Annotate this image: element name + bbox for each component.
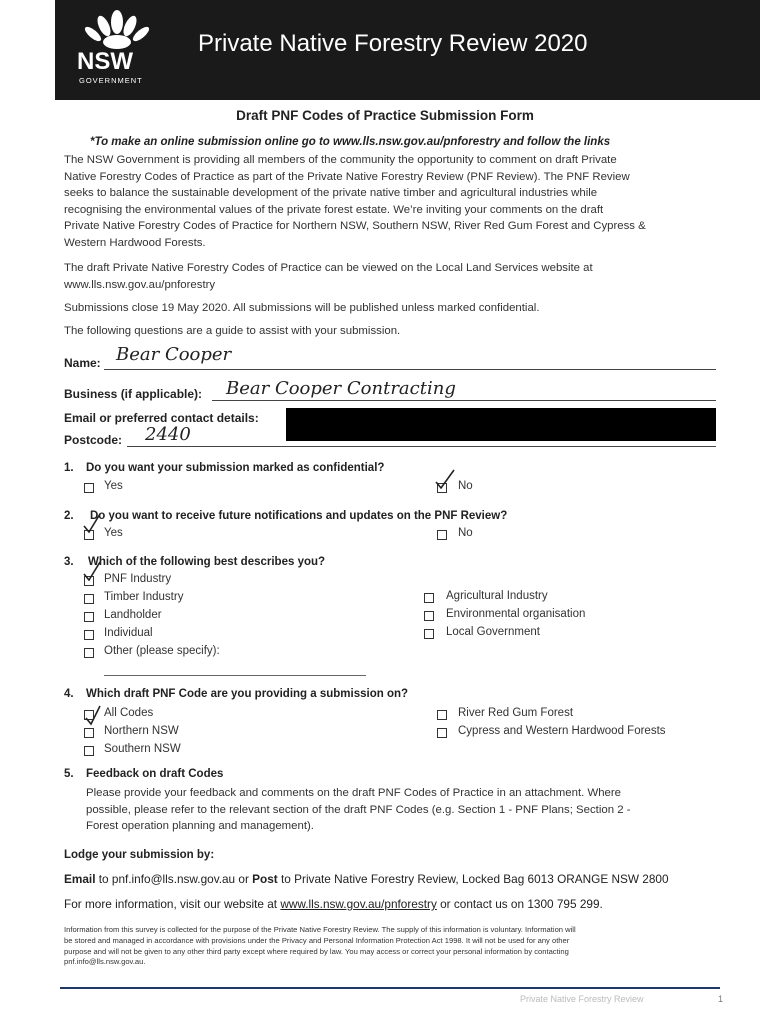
- postcode-field-line[interactable]: [127, 446, 716, 447]
- intro-line: seeks to balance the sustainable development of the private native timber and agricultural industries while: [64, 187, 598, 199]
- q4-southern-checkbox[interactable]: [84, 746, 94, 756]
- q5-number: 5.: [64, 768, 74, 780]
- nsw-logo-subtext: GOVERNMENT: [79, 76, 143, 85]
- q3-timber-industry-label: Timber Industry: [104, 591, 184, 603]
- banner-title: Private Native Forestry Review 2020: [198, 30, 588, 57]
- lodge-email-post-line: [64, 872, 669, 886]
- q3-local-government-label: Local Government: [446, 626, 540, 638]
- q3-individual-checkbox[interactable]: [84, 630, 94, 640]
- q4-northern-checkbox[interactable]: [84, 728, 94, 738]
- q4-northern-label: Northern NSW: [104, 725, 179, 737]
- q5-line: possible, please refer to the relevant section of the draft PNF Codes (e.g. Section 1 - PNF Plans; Section 2 -: [86, 803, 631, 816]
- q5-line: Please provide your feedback and comments on the draft PNF Codes of Practice in an attachment. Where: [86, 787, 622, 799]
- q3-agricultural-checkbox[interactable]: [424, 593, 434, 603]
- q3-agricultural-label: Agricultural Industry: [446, 590, 548, 602]
- email-label-bold: Email: [64, 872, 96, 886]
- q1-number: 1.: [64, 462, 74, 474]
- q2-no-checkbox[interactable]: [437, 530, 447, 540]
- q4-cypress-checkbox[interactable]: [437, 728, 447, 738]
- postcode-label: Postcode:: [64, 433, 123, 447]
- q5-body: [86, 785, 716, 835]
- nsw-logo-text: NSW: [77, 48, 133, 75]
- q1-no-label: No: [458, 480, 473, 492]
- footer-text: Private Native Forestry Review: [520, 994, 644, 1004]
- more-info-prefix: For more information, visit our website at: [64, 897, 281, 911]
- privacy-statement: [64, 925, 724, 968]
- header-banner: [55, 0, 760, 100]
- viewed-line: www.lls.nsw.gov.au/pnforestry: [64, 278, 216, 291]
- checkmark-icon: [82, 560, 104, 582]
- viewed-line: The draft Private Native Forestry Codes of Practice can be viewed on the Local Land Services website at: [64, 262, 593, 274]
- more-info-suffix: or contact us on 1300 795 299.: [436, 897, 603, 911]
- checkmark-icon: [82, 512, 104, 534]
- q3-individual-label: Individual: [104, 627, 153, 639]
- q1-yes-checkbox[interactable]: [84, 483, 94, 493]
- footer-divider: [60, 987, 720, 989]
- more-info-line: [64, 897, 603, 911]
- q2-number: 2.: [64, 510, 74, 522]
- q4-number: 4.: [64, 688, 74, 700]
- q5-title: Feedback on draft Codes: [86, 768, 224, 780]
- email-label: Email or preferred contact details:: [64, 411, 259, 425]
- email-text: to pnf.info@lls.nsw.gov.au or: [95, 872, 253, 886]
- post-text: to Private Native Forestry Review, Locked Bag 6013 ORANGE NSW 2800: [277, 872, 669, 886]
- redacted-contact-block: [286, 408, 716, 441]
- q2-text: Do you want to receive future notifications and updates on the PNF Review?: [90, 510, 508, 522]
- q3-other-label: Other (please specify):: [104, 645, 220, 657]
- business-label: Business (if applicable):: [64, 387, 203, 401]
- name-label: Name:: [64, 356, 101, 370]
- q3-environmental-checkbox[interactable]: [424, 611, 434, 621]
- q4-southern-label: Southern NSW: [104, 743, 181, 755]
- business-field-line[interactable]: [212, 400, 716, 401]
- intro-line: Private Native Forestry Codes of Practice for Northern NSW, Southern NSW, River Red Gum Forest and Cypress &: [64, 220, 646, 232]
- checkmark-icon: [434, 468, 456, 490]
- intro-line: Western Hardwood Forests.: [64, 236, 206, 249]
- name-field-line[interactable]: [104, 369, 716, 370]
- q4-river-red-gum-checkbox[interactable]: [437, 710, 447, 720]
- close-note: Submissions close 19 May 2020. All submissions will be published unless marked confidential.: [64, 302, 540, 314]
- intro-line: The NSW Government is providing all members of the community the opportunity to comment on draft Private: [64, 154, 617, 166]
- name-value: Bear Cooper: [116, 344, 232, 365]
- q1-text: Do you want your submission marked as confidential?: [86, 462, 385, 474]
- q3-text: Which of the following best describes you?: [88, 556, 326, 568]
- lodge-heading: Lodge your submission by:: [64, 849, 215, 861]
- viewed-paragraph: [64, 260, 724, 293]
- online-submission-note: *To make an online submission online go to www.lls.nsw.gov.au/pnforestry and follow the links: [90, 136, 611, 148]
- guide-note: The following questions are a guide to assist with your submission.: [64, 325, 401, 337]
- q4-cypress-label: Cypress and Western Hardwood Forests: [458, 725, 666, 737]
- page-number: 1: [718, 994, 724, 1004]
- q3-pnf-industry-label: PNF Industry: [104, 573, 172, 585]
- privacy-line: be stored and managed in accordance with provisions under the Privacy and Personal Information Protection Act 1998. It will not be used for any other: [64, 935, 570, 945]
- privacy-line: pnf.info@lls.nsw.gov.au.: [64, 957, 146, 967]
- postcode-value: 2440: [145, 424, 191, 445]
- q2-no-label: No: [458, 527, 473, 539]
- q3-landholder-label: Landholder: [104, 609, 162, 621]
- form-title: Draft PNF Codes of Practice Submission Form: [236, 108, 534, 123]
- q3-other-checkbox[interactable]: [84, 648, 94, 658]
- q4-river-red-gum-label: River Red Gum Forest: [458, 707, 574, 719]
- q4-all-codes-label: All Codes: [104, 707, 154, 719]
- q4-text: Which draft PNF Code are you providing a submission on?: [86, 688, 409, 700]
- privacy-line: purpose and will not be given to any other third party except where required by law. You may access or correct your personal information by contacting: [64, 946, 569, 956]
- q3-landholder-checkbox[interactable]: [84, 612, 94, 622]
- q2-yes-label: Yes: [104, 527, 123, 539]
- q3-local-government-checkbox[interactable]: [424, 629, 434, 639]
- q5-line: Forest operation planning and management).: [86, 820, 314, 832]
- intro-paragraph: [64, 152, 724, 251]
- q1-yes-label: Yes: [104, 480, 123, 492]
- website-link[interactable]: www.lls.nsw.gov.au/pnforestry: [280, 897, 437, 911]
- q3-other-specify-line[interactable]: [104, 675, 366, 676]
- q3-number: 3.: [64, 556, 74, 568]
- business-value: Bear Cooper Contracting: [226, 378, 456, 399]
- intro-line: Native Forestry Codes of Practice as part of the Private Native Forestry Review (PNF Review). The PNF Review: [64, 170, 630, 183]
- checkmark-icon: [84, 704, 106, 726]
- q3-environmental-label: Environmental organisation: [446, 608, 586, 620]
- privacy-line: Information from this survey is collected for the purpose of the Private Native Forestry Review. The supply of this information is voluntary. Information will: [64, 925, 576, 934]
- q3-timber-industry-checkbox[interactable]: [84, 594, 94, 604]
- post-label-bold: Post: [252, 872, 278, 886]
- intro-line: recognising the environmental values of the private forest estate. We’re inviting your comments on the draft: [64, 203, 604, 216]
